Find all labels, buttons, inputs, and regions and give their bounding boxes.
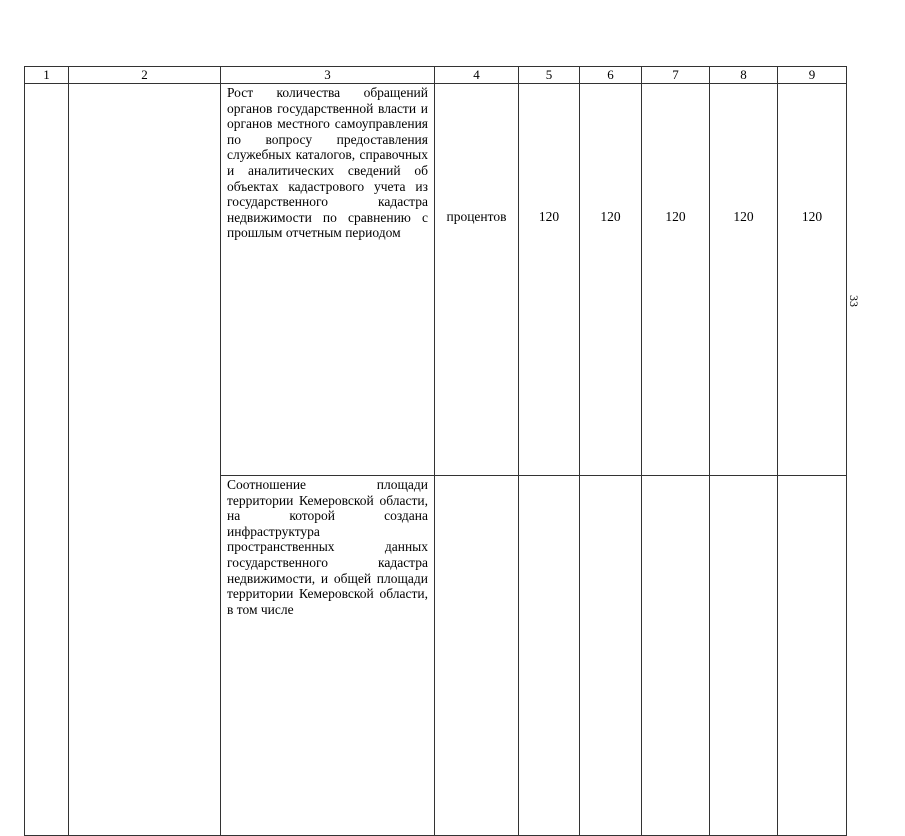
value-cell: 120 [580,84,642,476]
value-cell [710,476,778,836]
header-cell-7: 7 [642,67,710,84]
value-cell [519,476,580,836]
program-name-cell [69,84,221,836]
header-cell-6: 6 [580,67,642,84]
value-cell [580,476,642,836]
indicators-table [24,66,847,836]
header-row [25,67,847,84]
page-number: 33 [847,295,861,307]
header-cell-1: 1 [25,67,69,84]
value-cell: 120 [778,84,847,476]
value-cell [642,476,710,836]
value-cell [778,476,847,836]
header-cell-3: 3 [221,67,435,84]
unit-cell: процентов [435,84,519,476]
unit-cell [435,476,519,836]
row-number-cell [25,84,69,836]
header-cell-8: 8 [710,67,778,84]
indicator-description: Соотношение площади территории Кемеровской области, на которой создана инфраструктура пространственных данных государственного кадастра недвижимости, и общей площади территории Кемеровской области, в том числе [221,476,435,836]
header-cell-5: 5 [519,67,580,84]
table-row [25,84,847,476]
value-cell: 120 [519,84,580,476]
value-cell: 120 [710,84,778,476]
value-cell: 120 [642,84,710,476]
header-cell-2: 2 [69,67,221,84]
header-cell-9: 9 [778,67,847,84]
indicator-description: Рост количества обращений органов государственной власти и органов местного самоуправления по вопросу предоставления служебных каталогов, справочных и аналитических сведений об объектах кадастрового учета из государственного кадастра недвижимости по сравнению с прошлым отчетным периодом [221,84,435,476]
header-cell-4: 4 [435,67,519,84]
